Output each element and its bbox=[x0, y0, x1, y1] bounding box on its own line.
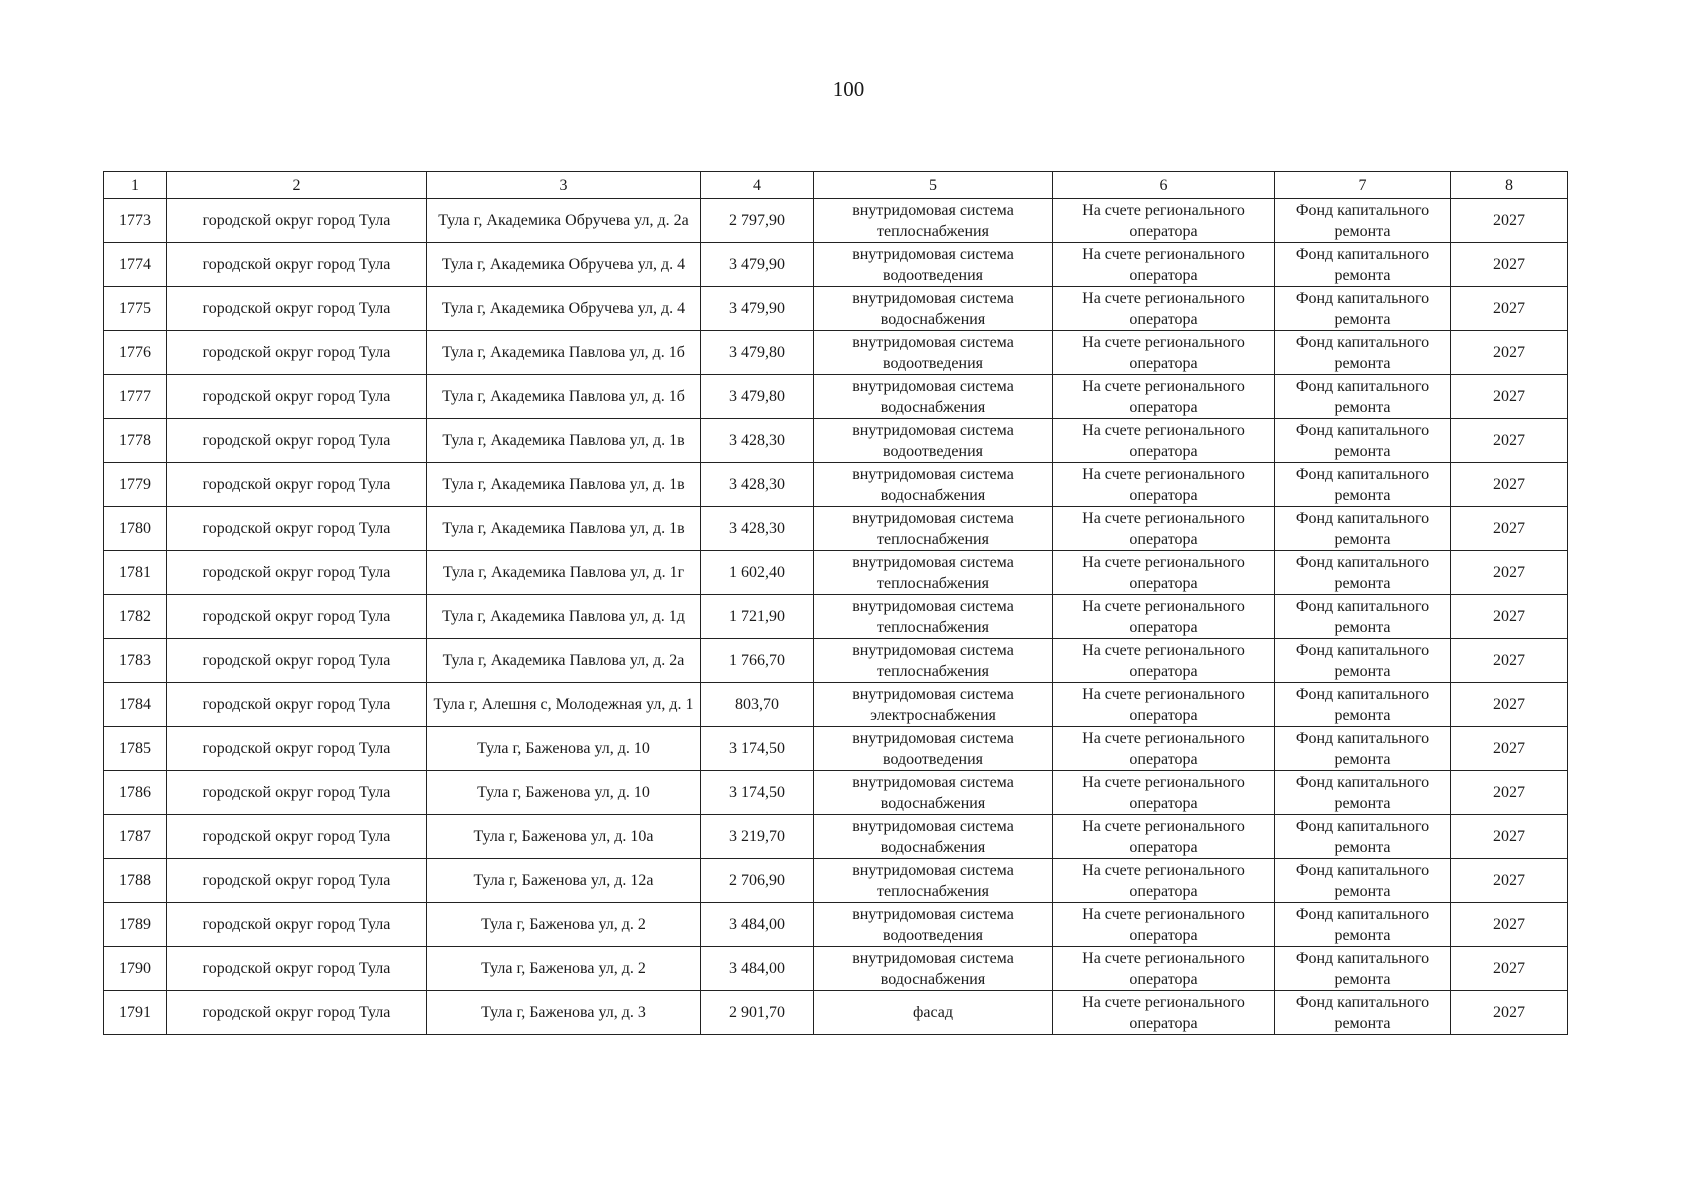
municipality-cell: городской округ город Тула bbox=[167, 375, 427, 419]
table-body bbox=[104, 172, 1568, 1035]
municipality-cell: городской округ город Тула bbox=[167, 727, 427, 771]
system-cell: фасад bbox=[814, 991, 1053, 1035]
cost-cell: 3 428,30 bbox=[701, 463, 814, 507]
cost-cell: 3 428,30 bbox=[701, 507, 814, 551]
address-cell: Тула г, Баженова ул, д. 3 bbox=[427, 991, 701, 1035]
funding-source-cell: Фонд капитального ремонта bbox=[1275, 683, 1451, 727]
table-row bbox=[104, 243, 1568, 287]
system-cell: внутридомовая система водоотведения bbox=[814, 903, 1053, 947]
row-number-cell: 1774 bbox=[104, 243, 167, 287]
account-cell: На счете регионального оператора bbox=[1053, 463, 1275, 507]
row-number-cell: 1773 bbox=[104, 199, 167, 243]
funding-source-cell: Фонд капитального ремонта bbox=[1275, 771, 1451, 815]
table-row bbox=[104, 551, 1568, 595]
table-row bbox=[104, 419, 1568, 463]
table-row bbox=[104, 331, 1568, 375]
municipality-cell: городской округ город Тула bbox=[167, 815, 427, 859]
cost-cell: 1 721,90 bbox=[701, 595, 814, 639]
row-number-cell: 1786 bbox=[104, 771, 167, 815]
cost-cell: 3 219,70 bbox=[701, 815, 814, 859]
cost-cell: 2 901,70 bbox=[701, 991, 814, 1035]
funding-source-cell: Фонд капитального ремонта bbox=[1275, 639, 1451, 683]
system-cell: внутридомовая система водоотведения bbox=[814, 727, 1053, 771]
address-cell: Тула г, Баженова ул, д. 2 bbox=[427, 903, 701, 947]
account-cell: На счете регионального оператора bbox=[1053, 639, 1275, 683]
year-cell: 2027 bbox=[1451, 463, 1568, 507]
table-row bbox=[104, 287, 1568, 331]
system-cell: внутридомовая система теплоснабжения bbox=[814, 199, 1053, 243]
system-cell: внутридомовая система теплоснабжения bbox=[814, 507, 1053, 551]
system-cell: внутридомовая система теплоснабжения bbox=[814, 859, 1053, 903]
row-number-cell: 1781 bbox=[104, 551, 167, 595]
address-cell: Тула г, Академика Павлова ул, д. 1б bbox=[427, 331, 701, 375]
municipality-cell: городской округ город Тула bbox=[167, 507, 427, 551]
column-number-5: 5 bbox=[814, 172, 1053, 199]
funding-source-cell: Фонд капитального ремонта bbox=[1275, 815, 1451, 859]
column-number-8: 8 bbox=[1451, 172, 1568, 199]
row-number-cell: 1776 bbox=[104, 331, 167, 375]
municipality-cell: городской округ город Тула bbox=[167, 243, 427, 287]
address-cell: Тула г, Академика Павлова ул, д. 1в bbox=[427, 419, 701, 463]
account-cell: На счете регионального оператора bbox=[1053, 595, 1275, 639]
table-row bbox=[104, 463, 1568, 507]
column-number-1: 1 bbox=[104, 172, 167, 199]
account-cell: На счете регионального оператора bbox=[1053, 375, 1275, 419]
account-cell: На счете регионального оператора bbox=[1053, 771, 1275, 815]
year-cell: 2027 bbox=[1451, 243, 1568, 287]
funding-source-cell: Фонд капитального ремонта bbox=[1275, 243, 1451, 287]
table-row bbox=[104, 903, 1568, 947]
address-cell: Тула г, Баженова ул, д. 10 bbox=[427, 771, 701, 815]
cost-cell: 3 479,90 bbox=[701, 243, 814, 287]
year-cell: 2027 bbox=[1451, 375, 1568, 419]
column-number-3: 3 bbox=[427, 172, 701, 199]
funding-source-cell: Фонд капитального ремонта bbox=[1275, 419, 1451, 463]
address-cell: Тула г, Алешня с, Молодежная ул, д. 1 bbox=[427, 683, 701, 727]
system-cell: внутридомовая система теплоснабжения bbox=[814, 639, 1053, 683]
year-cell: 2027 bbox=[1451, 551, 1568, 595]
address-cell: Тула г, Академика Обручева ул, д. 4 bbox=[427, 243, 701, 287]
column-number-7: 7 bbox=[1275, 172, 1451, 199]
table-row bbox=[104, 199, 1568, 243]
address-cell: Тула г, Баженова ул, д. 12а bbox=[427, 859, 701, 903]
system-cell: внутридомовая система водоснабжения bbox=[814, 463, 1053, 507]
address-cell: Тула г, Академика Павлова ул, д. 1в bbox=[427, 507, 701, 551]
municipality-cell: городской округ город Тула bbox=[167, 859, 427, 903]
cost-cell: 2 797,90 bbox=[701, 199, 814, 243]
column-number-2: 2 bbox=[167, 172, 427, 199]
funding-source-cell: Фонд капитального ремонта bbox=[1275, 991, 1451, 1035]
table-row bbox=[104, 815, 1568, 859]
municipality-cell: городской округ город Тула bbox=[167, 903, 427, 947]
funding-source-cell: Фонд капитального ремонта bbox=[1275, 859, 1451, 903]
municipality-cell: городской округ город Тула bbox=[167, 991, 427, 1035]
row-number-cell: 1788 bbox=[104, 859, 167, 903]
year-cell: 2027 bbox=[1451, 903, 1568, 947]
account-cell: На счете регионального оператора bbox=[1053, 331, 1275, 375]
municipality-cell: городской округ город Тула bbox=[167, 199, 427, 243]
funding-source-cell: Фонд капитального ремонта bbox=[1275, 507, 1451, 551]
year-cell: 2027 bbox=[1451, 419, 1568, 463]
year-cell: 2027 bbox=[1451, 727, 1568, 771]
table-row bbox=[104, 771, 1568, 815]
funding-source-cell: Фонд капитального ремонта bbox=[1275, 463, 1451, 507]
address-cell: Тула г, Академика Павлова ул, д. 1в bbox=[427, 463, 701, 507]
year-cell: 2027 bbox=[1451, 199, 1568, 243]
system-cell: внутридомовая система водоснабжения bbox=[814, 287, 1053, 331]
system-cell: внутридомовая система водоотведения bbox=[814, 331, 1053, 375]
system-cell: внутридомовая система теплоснабжения bbox=[814, 595, 1053, 639]
municipality-cell: городской округ город Тула bbox=[167, 287, 427, 331]
system-cell: внутридомовая система водоснабжения bbox=[814, 375, 1053, 419]
year-cell: 2027 bbox=[1451, 331, 1568, 375]
cost-cell: 3 174,50 bbox=[701, 727, 814, 771]
row-number-cell: 1783 bbox=[104, 639, 167, 683]
row-number-cell: 1782 bbox=[104, 595, 167, 639]
page-number: 100 bbox=[832, 77, 865, 101]
account-cell: На счете регионального оператора bbox=[1053, 507, 1275, 551]
table-row bbox=[104, 683, 1568, 727]
address-cell: Тула г, Баженова ул, д. 2 bbox=[427, 947, 701, 991]
funding-source-cell: Фонд капитального ремонта bbox=[1275, 903, 1451, 947]
cost-cell: 803,70 bbox=[701, 683, 814, 727]
account-cell: На счете регионального оператора bbox=[1053, 551, 1275, 595]
table-row bbox=[104, 507, 1568, 551]
system-cell: внутридомовая система водоснабжения bbox=[814, 771, 1053, 815]
funding-source-cell: Фонд капитального ремонта bbox=[1275, 287, 1451, 331]
year-cell: 2027 bbox=[1451, 507, 1568, 551]
table-row bbox=[104, 991, 1568, 1035]
year-cell: 2027 bbox=[1451, 859, 1568, 903]
system-cell: внутридомовая система электроснабжения bbox=[814, 683, 1053, 727]
address-cell: Тула г, Академика Павлова ул, д. 1г bbox=[427, 551, 701, 595]
address-cell: Тула г, Баженова ул, д. 10 bbox=[427, 727, 701, 771]
account-cell: На счете регионального оператора bbox=[1053, 199, 1275, 243]
funding-source-cell: Фонд капитального ремонта bbox=[1275, 947, 1451, 991]
table-row bbox=[104, 639, 1568, 683]
table-row bbox=[104, 595, 1568, 639]
municipality-cell: городской округ город Тула bbox=[167, 595, 427, 639]
funding-source-cell: Фонд капитального ремонта bbox=[1275, 199, 1451, 243]
year-cell: 2027 bbox=[1451, 683, 1568, 727]
municipality-cell: городской округ город Тула bbox=[167, 947, 427, 991]
account-cell: На счете регионального оператора bbox=[1053, 859, 1275, 903]
cost-cell: 1 602,40 bbox=[701, 551, 814, 595]
cost-cell: 3 428,30 bbox=[701, 419, 814, 463]
row-number-cell: 1790 bbox=[104, 947, 167, 991]
account-cell: На счете регионального оператора bbox=[1053, 991, 1275, 1035]
address-cell: Тула г, Академика Павлова ул, д. 1б bbox=[427, 375, 701, 419]
address-cell: Тула г, Академика Обручева ул, д. 4 bbox=[427, 287, 701, 331]
municipality-cell: городской округ город Тула bbox=[167, 419, 427, 463]
cost-cell: 3 174,50 bbox=[701, 771, 814, 815]
municipality-cell: городской округ город Тула bbox=[167, 551, 427, 595]
year-cell: 2027 bbox=[1451, 947, 1568, 991]
column-number-4: 4 bbox=[701, 172, 814, 199]
cost-cell: 2 706,90 bbox=[701, 859, 814, 903]
header-row bbox=[104, 172, 1568, 199]
funding-source-cell: Фонд капитального ремонта bbox=[1275, 331, 1451, 375]
account-cell: На счете регионального оператора bbox=[1053, 903, 1275, 947]
municipality-cell: городской округ город Тула bbox=[167, 639, 427, 683]
municipality-cell: городской округ город Тула bbox=[167, 771, 427, 815]
row-number-cell: 1779 bbox=[104, 463, 167, 507]
capital-repair-table bbox=[103, 171, 1568, 1035]
cost-cell: 3 484,00 bbox=[701, 903, 814, 947]
year-cell: 2027 bbox=[1451, 287, 1568, 331]
table-row bbox=[104, 375, 1568, 419]
cost-cell: 3 479,90 bbox=[701, 287, 814, 331]
table-row bbox=[104, 947, 1568, 991]
account-cell: На счете регионального оператора bbox=[1053, 419, 1275, 463]
system-cell: внутридомовая система водоотведения bbox=[814, 419, 1053, 463]
year-cell: 2027 bbox=[1451, 991, 1568, 1035]
municipality-cell: городской округ город Тула bbox=[167, 683, 427, 727]
funding-source-cell: Фонд капитального ремонта bbox=[1275, 375, 1451, 419]
year-cell: 2027 bbox=[1451, 639, 1568, 683]
address-cell: Тула г, Баженова ул, д. 10а bbox=[427, 815, 701, 859]
cost-cell: 3 484,00 bbox=[701, 947, 814, 991]
account-cell: На счете регионального оператора bbox=[1053, 815, 1275, 859]
row-number-cell: 1789 bbox=[104, 903, 167, 947]
account-cell: На счете регионального оператора bbox=[1053, 727, 1275, 771]
address-cell: Тула г, Академика Павлова ул, д. 2а bbox=[427, 639, 701, 683]
account-cell: На счете регионального оператора bbox=[1053, 683, 1275, 727]
row-number-cell: 1780 bbox=[104, 507, 167, 551]
year-cell: 2027 bbox=[1451, 595, 1568, 639]
table-row bbox=[104, 727, 1568, 771]
row-number-cell: 1777 bbox=[104, 375, 167, 419]
system-cell: внутридомовая система водоснабжения bbox=[814, 815, 1053, 859]
cost-cell: 3 479,80 bbox=[701, 331, 814, 375]
system-cell: внутридомовая система теплоснабжения bbox=[814, 551, 1053, 595]
address-cell: Тула г, Академика Обручева ул, д. 2а bbox=[427, 199, 701, 243]
year-cell: 2027 bbox=[1451, 815, 1568, 859]
funding-source-cell: Фонд капитального ремонта bbox=[1275, 727, 1451, 771]
system-cell: внутридомовая система водоотведения bbox=[814, 243, 1053, 287]
municipality-cell: городской округ город Тула bbox=[167, 463, 427, 507]
row-number-cell: 1785 bbox=[104, 727, 167, 771]
row-number-cell: 1778 bbox=[104, 419, 167, 463]
cost-cell: 3 479,80 bbox=[701, 375, 814, 419]
funding-source-cell: Фонд капитального ремонта bbox=[1275, 551, 1451, 595]
column-number-6: 6 bbox=[1053, 172, 1275, 199]
address-cell: Тула г, Академика Павлова ул, д. 1д bbox=[427, 595, 701, 639]
municipality-cell: городской округ город Тула bbox=[167, 331, 427, 375]
row-number-cell: 1775 bbox=[104, 287, 167, 331]
row-number-cell: 1787 bbox=[104, 815, 167, 859]
table-row bbox=[104, 859, 1568, 903]
system-cell: внутридомовая система водоснабжения bbox=[814, 947, 1053, 991]
account-cell: На счете регионального оператора bbox=[1053, 947, 1275, 991]
year-cell: 2027 bbox=[1451, 771, 1568, 815]
row-number-cell: 1784 bbox=[104, 683, 167, 727]
account-cell: На счете регионального оператора bbox=[1053, 243, 1275, 287]
account-cell: На счете регионального оператора bbox=[1053, 287, 1275, 331]
row-number-cell: 1791 bbox=[104, 991, 167, 1035]
cost-cell: 1 766,70 bbox=[701, 639, 814, 683]
funding-source-cell: Фонд капитального ремонта bbox=[1275, 595, 1451, 639]
